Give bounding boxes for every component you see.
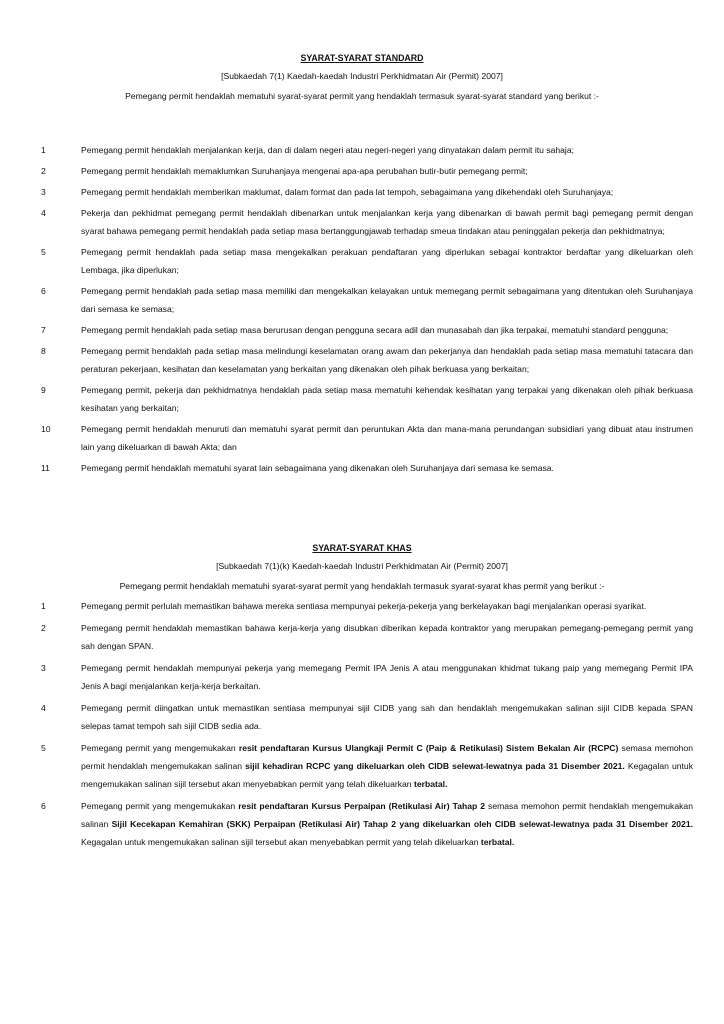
list-item [0, 597, 724, 615]
list-item [0, 420, 724, 456]
khas-conditions-list [0, 597, 724, 855]
standard-intro: Pemegang permit hendaklah mematuhi syarat-syarat permit yang hendaklah termasuk syarat-syarat standard yang berikut :- [125, 91, 599, 101]
standard-conditions-list [0, 141, 724, 480]
list-item [0, 797, 724, 851]
list-item [0, 162, 724, 180]
item-number: 10 [41, 424, 51, 434]
text-segment: Pemegang permit hendaklah mempunyai pekerja yang memegang Permit IPA Jenis A atau menggunakan khidmat tukang paip yang memegang Permit IPA Jenis A bagi menjalankan kerja-kerja berkaitan. [81, 663, 693, 691]
list-item [0, 183, 724, 201]
item-text [81, 381, 693, 417]
list-item [0, 739, 724, 793]
standard-title: SYARAT-SYARAT STANDARD [300, 53, 424, 63]
item-number: 2 [41, 623, 46, 633]
item-number: 6 [41, 286, 46, 296]
text-segment: Kegagalan untuk mengemukakan salinan sijil tersebut akan menyebabkan permit yang telah dikeluarkan [81, 837, 481, 847]
text-segment: Pemegang permit yang mengemukakan [81, 743, 239, 753]
item-number: 7 [41, 325, 46, 335]
list-item [0, 659, 724, 695]
item-number: 2 [41, 166, 46, 176]
item-number: 3 [41, 663, 46, 673]
item-text [81, 204, 693, 240]
list-item [0, 459, 724, 477]
bold-text-segment: terbatal. [413, 779, 448, 789]
item-number: 4 [41, 208, 46, 218]
item-text [81, 659, 693, 695]
bold-text-segment: resit pendaftaran Kursus Ulangkaji Permit C (Paip & Retikulasi) Sistem Bekalan Air (RCPC) [238, 743, 619, 753]
item-number: 9 [41, 385, 46, 395]
text-segment: Pemegang permit hendaklah pada setiap masa memiliki dan mengekalkan kelayakan untuk memegang permit sebagaimana yang ditentukan oleh Suruhanjaya dari semasa ke semasa; [81, 286, 693, 314]
khas-reference: [Subkaedah 7(1)(k) Kaedah-kaedah Industri Perkhidmatan Air (Permit) 2007] [216, 561, 508, 571]
item-number: 3 [41, 187, 46, 197]
list-item [0, 381, 724, 417]
list-item [0, 321, 724, 339]
item-text [81, 699, 693, 735]
text-segment: Kegagalan untuk mengemukakan salinan sijil tersebut akan menyebabkan permit yang telah dikeluarkan [81, 761, 693, 789]
text-segment: semasa memohon permit hendaklah mengemukakan salinan [81, 743, 693, 771]
item-number: 8 [41, 346, 46, 356]
text-segment: Pemegang permit hendaklah mematuhi syarat lain sebagaimana yang dikenakan oleh Suruhanjaya dari semasa ke semasa. [81, 463, 554, 473]
item-text [81, 597, 693, 615]
text-segment: Pemegang permit hendaklah pada setiap masa berurusan dengan pengguna secara adil dan munasabah dan jika terpakai, mematuhi standard pengguna; [81, 325, 669, 335]
bold-text-segment: Sijil Kecekapan Kemahiran (SKK) Perpaipan (Retikulasi Air) Tahap 2 yang dikeluarkan oleh CIDB selewat-lewatnya pada 31 Disember 2021. [111, 819, 693, 829]
bold-text-segment: terbatal. [480, 837, 515, 847]
text-segment: Pemegang permit perlulah memastikan bahawa mereka sentiasa mempunyai pekerja-pekerja yang berkelayakan bagi menjalankan operasi syarikat. [81, 601, 647, 611]
standard-reference: [Subkaedah 7(1) Kaedah-kaedah Industri Perkhidmatan Air (Permit) 2007] [221, 71, 503, 81]
item-number: 1 [41, 145, 46, 155]
text-segment: Pekerja dan pekhidmat pemegang permit hendaklah dibenarkan untuk menjalankan kerja yang dibenarkan di bawah permit bagi pemegang permit dengan syarat bahawa pemegang permit hendaklah pada setiap masa bertanggungjawab terhadap smeua tindakan atau peninggalan pekerja dan pekhidmatnya; [81, 208, 693, 236]
text-segment: semasa memohon permit hendaklah mengemukakan salinan [81, 801, 693, 829]
item-text [81, 162, 693, 180]
list-item [0, 282, 724, 318]
text-segment: Pemegang permit hendaklah pada setiap masa melindungi keselamatan orang awam dan pekerjanya dan hendaklah pada setiap masa mematuhi tatacara dan peraturan pekerjaan, kesihatan dan keselamatan yang berkaitan yang dikenakan oleh pihak berkuasa yang berkaitan; [81, 346, 693, 374]
khas-header [0, 540, 724, 596]
list-item [0, 243, 724, 279]
list-item [0, 699, 724, 735]
item-text [81, 183, 693, 201]
bold-text-segment: resit pendaftaran Kursus Perpaipan (Retikulasi Air) Tahap 2 [238, 801, 486, 811]
item-number: 1 [41, 601, 46, 611]
list-item [0, 342, 724, 378]
list-item [0, 204, 724, 240]
text-segment: Pemegang permit, pekerja dan pekhidmatnya hendaklah pada setiap masa mematuhi kehendak kesihatan yang terpakai yang dikenakan oleh pihak berkuasa kesihatan yang berkaitan; [81, 385, 693, 413]
list-item [0, 141, 724, 159]
list-item [0, 619, 724, 655]
item-number: 6 [41, 801, 46, 811]
item-text [81, 243, 693, 279]
item-text [81, 420, 693, 456]
item-text [81, 342, 693, 378]
item-text [81, 282, 693, 318]
item-text [81, 459, 693, 477]
text-segment: Pemegang permit hendaklah menjalankan kerja, dan di dalam negeri atau negeri-negeri yang dinyatakan dalam permit itu sahaja; [81, 145, 575, 155]
text-segment: Pemegang permit yang mengemukakan [81, 801, 239, 811]
text-segment: Pemegang permit diingatkan untuk memastikan sentiasa mempunyai sijil CIDB yang sah dan hendaklah mengemukakan salinan sijil CIDB kepada SPAN selepas tamat tempoh sah sijil CIDB sedia ada. [81, 703, 693, 731]
khas-title: SYARAT-SYARAT KHAS [312, 543, 412, 553]
item-text [81, 321, 693, 339]
text-segment: Pemegang permit hendaklah menuruti dan mematuhi syarat permit dan peruntukan Akta dan mana-mana perundangan subsidiari yang dibuat atau instrumen lain yang dikeluarkan di bawah Akta; dan [81, 424, 693, 452]
text-segment: Pemegang permit hendaklah memberikan maklumat, dalam format dan pada lat tempoh, sebagaimana yang dikehendaki oleh Suruhanjaya; [81, 187, 614, 197]
item-text [81, 619, 693, 655]
item-text [81, 797, 693, 851]
text-segment: Pemegang permit hendaklah pada setiap masa mengekalkan perakuan pendaftaran yang diperlukan sebagai kontraktor berdaftar yang dikeluarkan oleh Lembaga, jika diperlukan; [81, 247, 693, 275]
text-segment: Pemegang permit hendaklah memastikan bahawa kerja-kerja yang disubkan diberikan kepada kontraktor yang merupakan pemegang-pemegang permit yang sah dengan SPAN. [81, 623, 693, 651]
bold-text-segment: sijil kehadiran RCPC yang dikeluarkan oleh CIDB selewat-lewatnya pada 31 Disember 2021. [245, 761, 625, 771]
item-text [81, 141, 693, 159]
item-text [81, 739, 693, 793]
item-number: 5 [41, 247, 46, 257]
item-number: 4 [41, 703, 46, 713]
item-number: 5 [41, 743, 46, 753]
item-number: 11 [41, 463, 50, 473]
text-segment: Pemegang permit hendaklah memaklumkan Suruhanjaya mengenai apa-apa perubahan butir-butir pemegang permit; [81, 166, 528, 176]
khas-intro: Pemegang permit hendaklah mematuhi syarat-syarat permit yang hendaklah termasuk syarat-syarat khas permit yang berikut :- [119, 581, 605, 591]
standard-header [0, 50, 724, 106]
